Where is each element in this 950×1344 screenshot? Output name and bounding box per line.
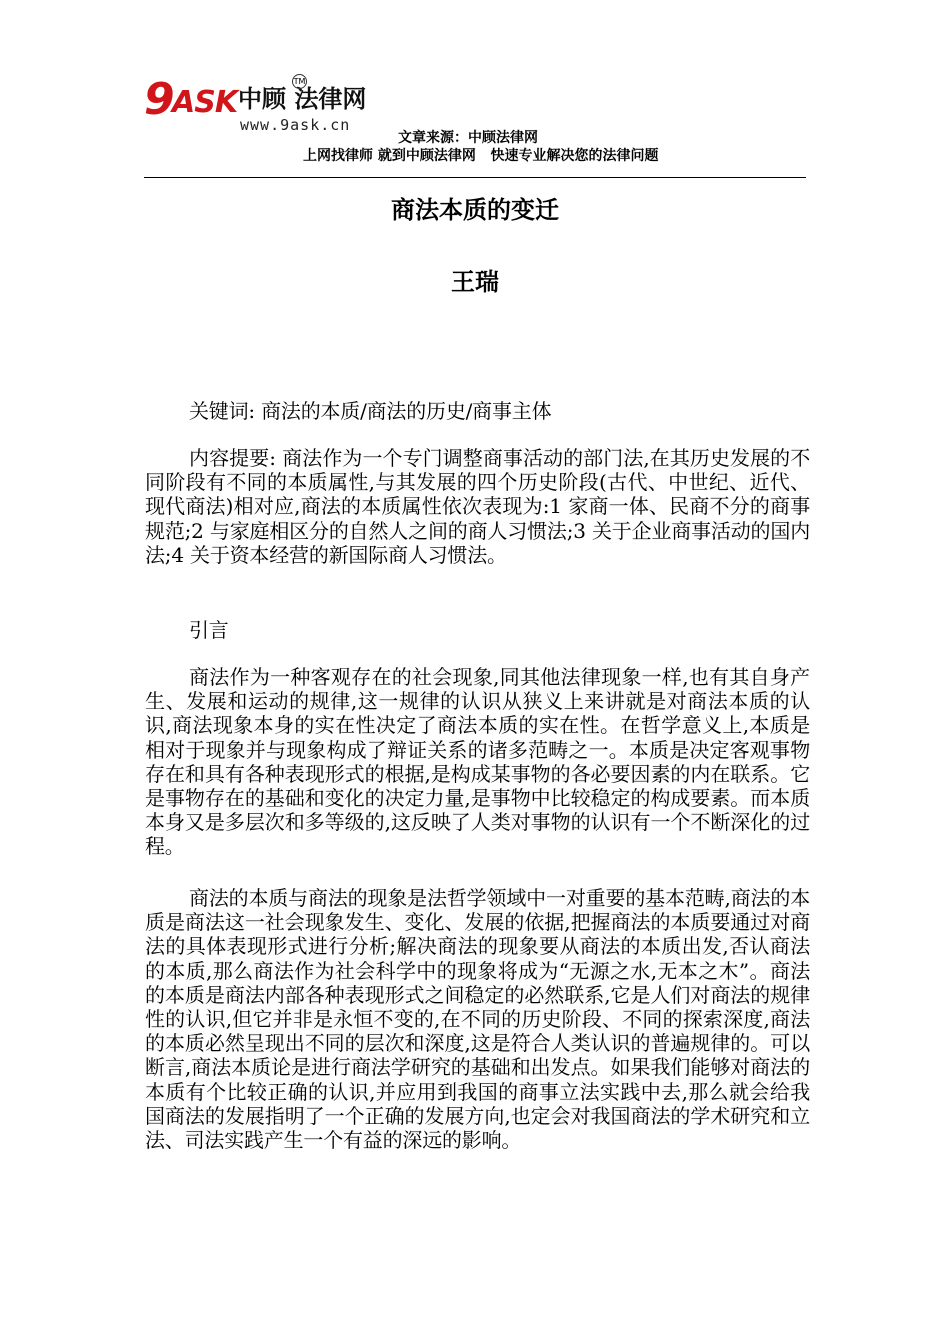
article-title: 商法本质的变迁 [391, 196, 559, 224]
body-paragraph-2: 商法的本质与商法的现象是法哲学领域中一对重要的基本范畴,商法的本质是商法这一社会现象发生、变化、发展的依据,把握商法的本质要通过对商法的具体表现形式进行分析;解决商法的现象要从商法的本质出发,否认商法的本质,那么商法作为社会科学中的现象将成为“无源之水,无本之木”。商法的本质是商法内部各种表现形式之间稳定的必然联系,它是人们对商法的规律性的认识,但它并非是永恒不变的,在不同的历史阶段、不同的探索深度,商法的本质必然呈现出不同的层次和深度,这是符合人类认识的普遍规律的。可以断言,商法本质论是进行商法学研究的基础和出发点。如果我们能够对商法的本质有个比较正确的认识,并应用到我国的商事立法实践中去,那么就会给我国商法的发展指明了一个正确的发展方向,也定会对我国商法的学术研究和立法、司法实践产生一个有益的深远的影响。 [145, 886, 810, 1153]
site-slogan: 上网找律师 就到中顾法律网 快速专业解决您的法律问题 [303, 148, 659, 164]
logo-9-mark: 9 [144, 74, 173, 125]
article-author: 王瑞 [451, 268, 499, 296]
trademark-icon: TM [292, 74, 307, 89]
abstract-paragraph: 内容提要: 商法作为一个专门调整商事活动的部门法,在其历史发展的不同阶段有不同的本质属性,与其发展的四个历史阶段(古代、中世纪、近代、现代商法)相对应,商法的本质属性依次表现为:1 家商一体、民商不分的商事规范;2 与家庭相区分的自然人之间的商人习惯法;3 关于企业商事活动的国内法;4 关于资本经营的新国际商人习惯法。 [145, 446, 810, 567]
logo-ask-text: ASK [172, 85, 238, 120]
logo-chinese-name: 中顾 法律网 [238, 85, 367, 113]
body-paragraph-1: 商法作为一种客观存在的社会现象,同其他法律现象一样,也有其自身产生、发展和运动的规律,这一规律的认识从狭义上来讲就是对商法本质的认识,商法现象本身的实在性决定了商法本质的实在性。在哲学意义上,本质是相对于现象并与现象构成了辩证关系的诸多范畴之一。本质是决定客观事物存在和具有各种表现形式的根据,是构成某事物的各必要因素的内在联系。它是事物存在的基础和变化的决定力量,是事物中比较稳定的构成要素。而本质本身又是多层次和多等级的,这反映了人类对事物的认识有一个不断深化的过程。 [145, 665, 810, 859]
intro-heading: 引言 [189, 618, 229, 642]
keywords-paragraph: 关键词: 商法的本质/商法的历史/商事主体 [189, 399, 552, 423]
header-divider [144, 177, 806, 178]
logo-url: www.9ask.cn [240, 116, 351, 134]
article-source: 文章来源：中顾法律网 [398, 130, 538, 146]
site-logo[interactable] [144, 74, 394, 136]
